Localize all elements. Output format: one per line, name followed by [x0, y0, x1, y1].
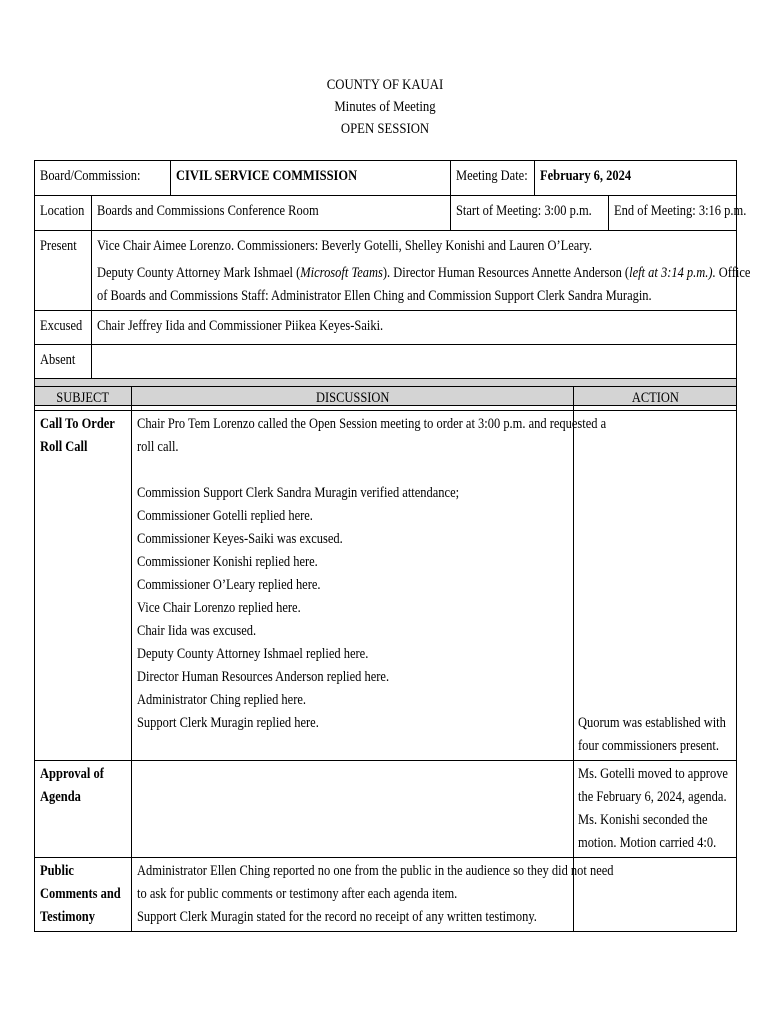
meeting-info-table	[34, 160, 751, 406]
document-header	[46, 74, 724, 140]
board-value: CIVIL SERVICE COMMISSION	[176, 168, 358, 184]
minutes-row-call-to-order	[35, 411, 737, 761]
county-title: COUNTY OF KAUAI	[326, 77, 444, 93]
session-title: OPEN SESSION	[340, 121, 430, 137]
board-label: Board/Commission:	[40, 168, 141, 184]
subject-public-comments: Public Comments and Testimony	[40, 863, 121, 925]
excused-value: Chair Jeffrey Iida and Commissioner Piikea Keyes-Saiki.	[97, 318, 384, 334]
minutes-row-public-comments	[35, 858, 737, 932]
subject-approval-of-agenda: Approval of Agenda	[40, 766, 104, 805]
discussion-public-comments: Administrator Ellen Ching reported no one from the public in the audience so they did not need to ask for public comments or testimony after each agenda item. Support Clerk Muragin stated for the record no receipt of any written testimony.	[137, 863, 614, 925]
subject-call-to-order: Call To Order Roll Call	[40, 416, 115, 455]
minutes-row-approval-of-agenda	[35, 761, 737, 858]
excused-row	[35, 311, 737, 345]
minutes-table	[34, 386, 737, 932]
meeting-date-value: February 6, 2024	[540, 168, 632, 184]
subject-header: SUBJECT	[56, 390, 110, 406]
location-value: Boards and Commissions Conference Room	[97, 203, 319, 219]
present-value	[97, 235, 751, 308]
minutes-title: Minutes of Meeting	[334, 99, 436, 115]
minutes-header-row	[35, 387, 737, 411]
discussion-header: DISCUSSION	[315, 390, 390, 406]
meeting-date-label: Meeting Date:	[456, 168, 528, 184]
board-row	[35, 161, 737, 196]
excused-label: Excused	[40, 318, 83, 334]
absent-label: Absent	[40, 352, 76, 368]
location-label: Location	[40, 203, 85, 219]
action-header: ACTION	[631, 390, 679, 406]
present-line-2: Deputy County Attorney Mark Ishmael (Microsoft Teams). Director Human Resources Annette Anderson (left at 3:14 p.m.). Office	[97, 265, 751, 281]
end-of-meeting: End of Meeting: 3:16 p.m.	[614, 203, 747, 219]
absent-row	[35, 345, 737, 379]
present-line-3: of Boards and Commissions Staff: Administrator Ellen Ching and Commission Support Clerk Sandra Muragin.	[97, 288, 652, 304]
start-of-meeting: Start of Meeting: 3:00 p.m.	[456, 203, 592, 219]
discussion-call-to-order: Chair Pro Tem Lorenzo called the Open Session meeting to order at 3:00 p.m. and requested a roll call. Commission Support Clerk Sandra Muragin verified attendance; Commissioner Gotelli replied here. Commissioner Keyes-Saiki was excused. Commissioner Konishi replied here. Commissioner O’Leary replied here. Vice Chair Lorenzo replied here. Chair Iida was excused. Deputy County Attorney Ishmael replied here. Director Human Resources Anderson replied here. Administrator Ching replied here. Support Clerk Muragin replied here.	[137, 416, 607, 731]
discussion-approval-of-agenda	[132, 761, 574, 858]
present-line-1: Vice Chair Aimee Lorenzo. Commissioners: Beverly Gotelli, Shelley Konishi and Lauren O’Leary.	[97, 238, 593, 254]
present-row	[35, 231, 737, 311]
action-approval-of-agenda: Ms. Gotelli moved to approve the February 6, 2024, agenda. Ms. Konishi seconded the motion. Motion carried 4:0.	[578, 766, 728, 851]
location-row	[35, 196, 737, 231]
present-label: Present	[40, 238, 77, 254]
action-call-to-order: Quorum was established with four commissioners present.	[578, 715, 726, 754]
